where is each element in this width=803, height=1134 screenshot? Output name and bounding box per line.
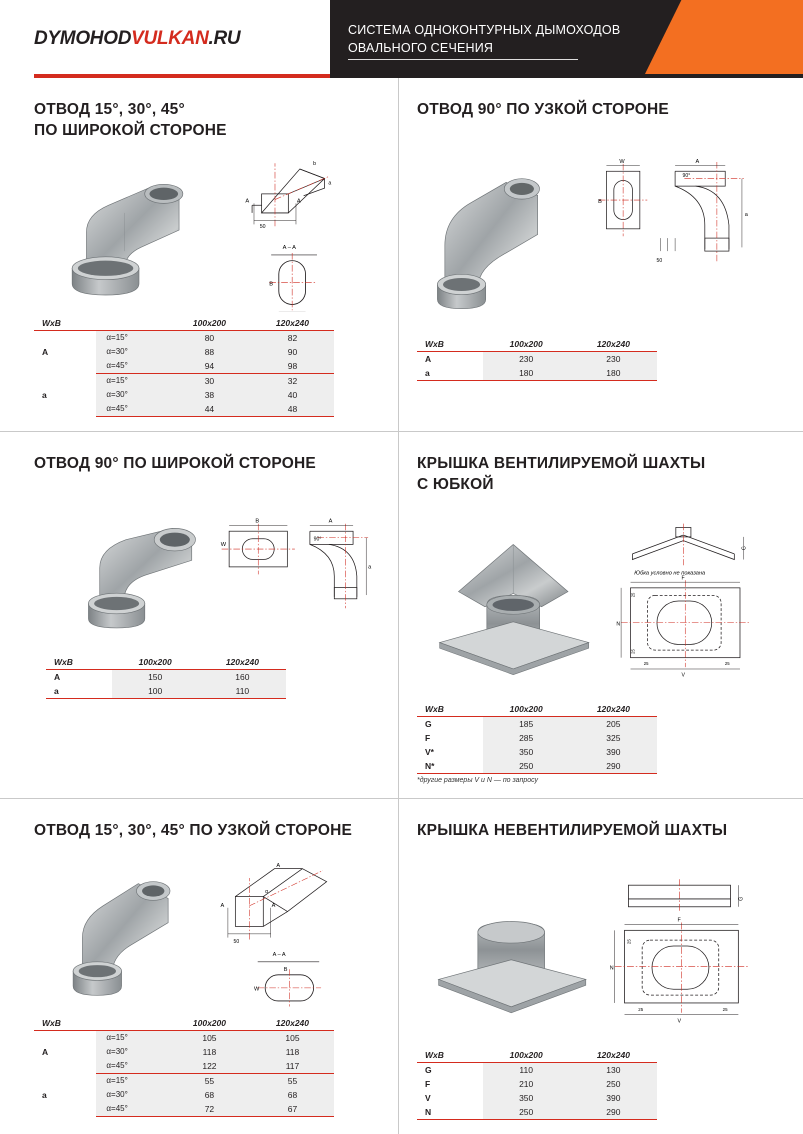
spec-table-elbow-wide <box>34 316 334 417</box>
row-value-2: 117 <box>251 1059 334 1074</box>
row-angle: α=30° <box>96 388 168 402</box>
svg-text:N: N <box>610 965 615 972</box>
product-photo <box>417 139 584 314</box>
th-size-1: 100x200 <box>168 1016 251 1031</box>
section-title-line1: КРЫШКА ВЕНТИЛИРУЕМОЙ ШАХТЫ <box>417 454 706 472</box>
product-illustration-elbow-wide <box>34 148 376 316</box>
page-header <box>0 0 803 78</box>
th-wxb: WxB <box>417 337 483 352</box>
row-value-1: 250 <box>483 759 570 774</box>
product-photo <box>417 517 610 687</box>
row-value-1: 100 <box>112 684 199 699</box>
row-value-1: 94 <box>168 359 251 374</box>
svg-text:b: b <box>313 161 316 168</box>
table-row <box>417 1091 657 1105</box>
row-angle: α=15° <box>96 1073 168 1088</box>
table-row <box>46 684 286 699</box>
logo-part-ru: .RU <box>208 28 241 49</box>
row-value-2: 55 <box>251 1073 334 1088</box>
svg-text:90°: 90° <box>314 536 322 543</box>
row-value-2: 290 <box>570 759 657 774</box>
row-value-2: 205 <box>570 716 657 731</box>
row-value-1: 285 <box>483 731 570 745</box>
svg-text:A – A: A – A <box>282 245 296 252</box>
row-value-2: 250 <box>570 1077 657 1091</box>
svg-text:90°: 90° <box>682 173 691 180</box>
svg-text:25: 25 <box>630 648 636 654</box>
catalog-sheet <box>0 78 803 1134</box>
technical-drawing <box>213 852 376 1012</box>
svg-text:A: A <box>276 862 281 869</box>
section-title-line2: ПО ШИРОКОЙ СТОРОНЕ <box>34 121 227 139</box>
row-value-1: 88 <box>168 345 251 359</box>
section-title <box>417 100 781 121</box>
row-group-N: N <box>417 1105 483 1120</box>
row-angle: α=45° <box>96 1102 168 1117</box>
svg-text:A: A <box>271 902 276 909</box>
row-group-A: A <box>425 353 432 364</box>
table-row <box>417 351 657 366</box>
row-value-1: 150 <box>112 669 199 684</box>
row-value-2: 68 <box>251 1088 334 1102</box>
table-row <box>417 1062 657 1077</box>
row-angle: α=30° <box>96 345 168 359</box>
table-row <box>417 716 657 731</box>
svg-text:25: 25 <box>630 592 636 597</box>
row-value-2: 230 <box>570 351 657 366</box>
row-value-2: 118 <box>251 1045 334 1059</box>
table-footnote: *другие размеры V и N — по запросу <box>417 776 539 784</box>
th-size-2: 120x240 <box>251 1016 334 1031</box>
row-value-2: 32 <box>251 373 334 388</box>
technical-drawing <box>599 868 781 1028</box>
technical-drawing <box>606 517 781 687</box>
th-size-1: 100x200 <box>112 655 199 670</box>
th-wxb: WxB <box>34 1016 96 1031</box>
section-title <box>34 454 376 475</box>
th-wxb: WxB <box>46 655 112 670</box>
row-group-F: F <box>425 1078 431 1089</box>
header-underline <box>348 59 578 60</box>
svg-text:50: 50 <box>656 258 663 265</box>
svg-text:A – A: A – A <box>272 951 286 958</box>
technical-drawing <box>216 495 376 635</box>
spec-table-nonvent-cap <box>417 1048 657 1120</box>
svg-text:F: F <box>681 575 686 582</box>
spec-table-elbow-90-narrow <box>417 337 657 381</box>
row-group-V: V <box>425 1092 431 1103</box>
header-title-line1: СИСТЕМА ОДНОКОНТУРНЫХ ДЫМОХОДОВ <box>348 22 621 37</box>
row-group-a: а <box>42 389 47 400</box>
row-value-2: 90 <box>251 345 334 359</box>
row-group-V: V* <box>425 746 434 757</box>
row-group-N: N* <box>417 759 483 774</box>
spec-table-elbow-90-wide <box>46 655 286 699</box>
th-size-2: 120x240 <box>199 655 286 670</box>
brand-logo <box>34 28 240 50</box>
section-elbow-90-wide <box>0 432 398 798</box>
row-value-1: 44 <box>168 402 251 417</box>
row-group-a: а <box>42 1089 47 1100</box>
product-photo <box>417 868 603 1028</box>
product-illustration-nonvent-cap <box>417 848 781 1048</box>
section-elbow-15-30-45-wide <box>0 78 398 431</box>
row-value-2: 110 <box>199 684 286 699</box>
table-row <box>417 1077 657 1091</box>
section-nonventilated-shaft-cap <box>399 799 803 1134</box>
section-elbow-90-narrow <box>399 78 803 431</box>
th-size-1: 100x200 <box>483 337 570 352</box>
product-photo <box>34 852 211 1012</box>
section-title-line1: ОТВОД 15°, 30°, 45° <box>34 101 185 118</box>
svg-text:W: W <box>619 159 625 166</box>
row-value-2: 390 <box>570 745 657 759</box>
svg-text:G: G <box>738 896 745 901</box>
row-value-2: 67 <box>251 1102 334 1117</box>
svg-text:α: α <box>265 888 269 895</box>
svg-text:V: V <box>681 672 686 679</box>
row-angle: α=30° <box>96 1088 168 1102</box>
row-value-1: 350 <box>483 1091 570 1105</box>
row-angle: α=15° <box>96 373 168 388</box>
row-group-A: A <box>54 671 61 682</box>
row-group-A: A <box>42 347 49 358</box>
row-angle: α=15° <box>96 1030 168 1045</box>
svg-text:W: W <box>221 541 227 548</box>
section-ventilated-shaft-cap <box>399 432 803 798</box>
th-blank <box>96 1016 168 1031</box>
th-size-2: 120x240 <box>570 1048 657 1063</box>
logo-part-vulkan: VULKAN <box>131 28 209 49</box>
section-title <box>34 100 376 142</box>
row-value-1: 122 <box>168 1059 251 1074</box>
svg-text:B: B <box>269 281 273 288</box>
svg-text:W: W <box>253 986 260 993</box>
section-title <box>34 821 376 842</box>
section-title-line1: ОТВОД 90° ПО ШИРОКОЙ СТОРОНЕ <box>34 454 316 472</box>
spec-table-elbow-narrow <box>34 1016 334 1117</box>
svg-text:25: 25 <box>644 660 649 666</box>
table-row <box>417 745 657 759</box>
row-angle: α=45° <box>96 402 168 417</box>
table-row <box>417 1105 657 1120</box>
section-title <box>417 821 781 842</box>
row-angle: α=45° <box>96 359 168 374</box>
product-illustration-elbow-90-narrow <box>417 127 781 327</box>
header-title <box>348 21 620 57</box>
row-value-1: 30 <box>168 373 251 388</box>
row-value-1: 185 <box>483 716 570 731</box>
section-elbow-15-30-45-narrow <box>0 799 398 1134</box>
table-row <box>417 731 657 745</box>
row-value-2: 82 <box>251 330 334 345</box>
svg-text:B: B <box>598 199 602 206</box>
th-size-2: 120x240 <box>570 337 657 352</box>
orange-wedge-decoration <box>643 0 803 78</box>
technical-drawing <box>233 152 376 312</box>
row-value-2: 390 <box>570 1091 657 1105</box>
svg-text:F: F <box>677 917 682 924</box>
svg-text:G: G <box>742 545 749 550</box>
th-size-1: 100x200 <box>483 1048 570 1063</box>
table-row <box>46 669 286 684</box>
th-wxb: WxB <box>34 316 96 331</box>
row-value-2: 325 <box>570 731 657 745</box>
svg-text:B: B <box>283 966 288 973</box>
th-wxb: WxB <box>417 1048 483 1063</box>
row-value-2: 290 <box>570 1105 657 1120</box>
row-group-A: A <box>42 1046 49 1057</box>
svg-text:a: a <box>328 180 332 187</box>
svg-text:A: A <box>695 159 700 166</box>
row-value-2: 48 <box>251 402 334 417</box>
section-title <box>417 454 781 496</box>
svg-text:25: 25 <box>723 1006 729 1012</box>
product-illustration-elbow-90-wide <box>34 481 376 649</box>
svg-text:V: V <box>677 1018 682 1025</box>
section-title-line1: ОТВОД 90° ПО УЗКОЙ СТОРОНЕ <box>417 101 669 118</box>
row-value-1: 118 <box>168 1045 251 1059</box>
row-value-1: 105 <box>168 1030 251 1045</box>
header-title-line2: ОВАЛЬНОГО СЕЧЕНИЯ <box>348 41 494 55</box>
svg-text:а: а <box>744 212 748 219</box>
technical-drawing <box>586 139 781 314</box>
product-photo <box>34 490 212 640</box>
table-row <box>34 330 334 345</box>
logo-area <box>0 0 330 78</box>
row-value-1: 350 <box>483 745 570 759</box>
row-group-G: G <box>425 1064 432 1075</box>
row-angle: α=15° <box>96 330 168 345</box>
section-title-line1: КРЫШКА НЕВЕНТИЛИРУЕМОЙ ШАХТЫ <box>417 821 728 839</box>
product-illustration-elbow-narrow <box>34 848 376 1016</box>
section-title-line2: С ЮБКОЙ <box>417 475 494 493</box>
row-angle: α=30° <box>96 1045 168 1059</box>
th-wxb: WxB <box>417 702 483 717</box>
row-value-1: 38 <box>168 388 251 402</box>
svg-text:A: A <box>245 198 250 205</box>
table-row <box>417 759 657 774</box>
row-value-2: 160 <box>199 669 286 684</box>
row-value-1: 80 <box>168 330 251 345</box>
row-value-1: 72 <box>168 1102 251 1117</box>
row-angle: α=45° <box>96 1059 168 1074</box>
svg-text:25: 25 <box>725 660 731 666</box>
svg-text:25: 25 <box>638 1006 644 1012</box>
svg-text:Юбка условно не показана: Юбка условно не показана <box>634 570 706 577</box>
row-value-1: 210 <box>483 1077 570 1091</box>
row-group-a: а <box>46 684 112 699</box>
spec-table-vent-cap <box>417 702 657 774</box>
svg-text:A: A <box>329 518 333 525</box>
svg-text:а: а <box>368 564 372 571</box>
row-value-1: 250 <box>483 1105 570 1120</box>
svg-text:A: A <box>296 198 301 205</box>
row-group-F: F <box>425 732 431 743</box>
svg-text:50: 50 <box>259 224 266 231</box>
th-size-2: 120x240 <box>570 702 657 717</box>
table-row <box>34 373 334 388</box>
th-blank <box>96 316 168 331</box>
product-photo <box>34 152 225 312</box>
th-size-1: 100x200 <box>168 316 251 331</box>
row-value-2: 180 <box>570 366 657 381</box>
svg-text:50: 50 <box>233 938 240 945</box>
row-group-G: G <box>425 718 432 729</box>
table-row <box>34 1030 334 1045</box>
svg-text:25: 25 <box>626 938 632 944</box>
row-value-2: 98 <box>251 359 334 374</box>
table-row <box>417 366 657 381</box>
svg-text:B: B <box>255 518 260 525</box>
th-size-1: 100x200 <box>483 702 570 717</box>
product-illustration-vent-cap <box>417 502 781 702</box>
row-value-1: 110 <box>483 1062 570 1077</box>
row-value-2: 105 <box>251 1030 334 1045</box>
section-title-line1: ОТВОД 15°, 30°, 45° ПО УЗКОЙ СТОРОНЕ <box>34 821 353 839</box>
row-value-1: 55 <box>168 1073 251 1088</box>
row-group-a: а <box>417 366 483 381</box>
svg-text:A: A <box>220 902 225 909</box>
row-value-2: 40 <box>251 388 334 402</box>
row-value-1: 68 <box>168 1088 251 1102</box>
logo-part-dymohod: DYMOHOD <box>34 28 132 49</box>
header-title-area <box>330 0 803 78</box>
row-value-1: 180 <box>483 366 570 381</box>
row-value-2: 130 <box>570 1062 657 1077</box>
th-size-2: 120x240 <box>251 316 334 331</box>
svg-text:N: N <box>616 621 621 628</box>
row-value-1: 230 <box>483 351 570 366</box>
table-row <box>34 1073 334 1088</box>
